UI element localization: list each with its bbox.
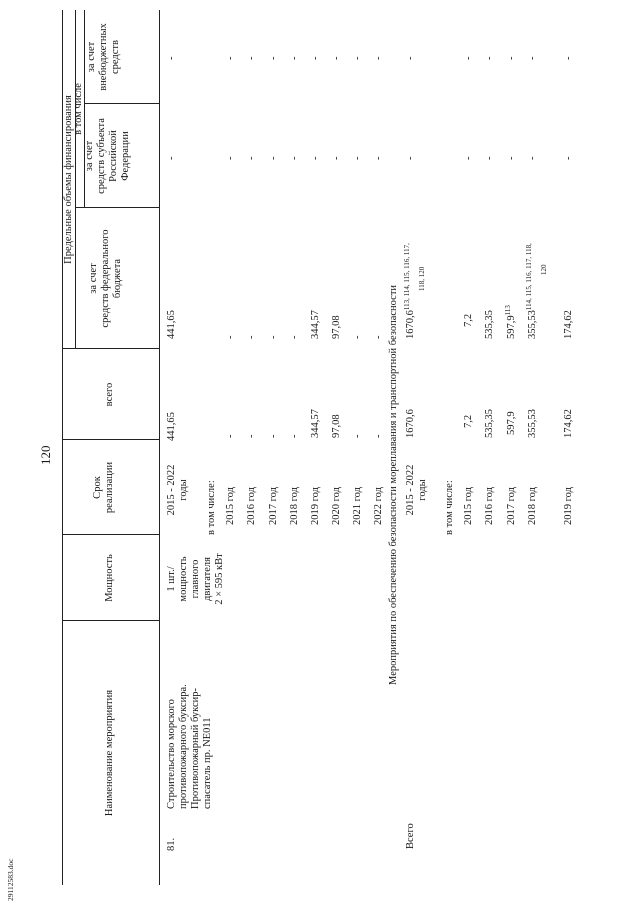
year-row-subject: - — [310, 156, 321, 160]
year-row-subject: - — [331, 156, 342, 160]
year-row-federal: - — [225, 335, 236, 339]
year-row-subject: - — [225, 156, 236, 160]
header-incl: в том числе — [73, 83, 84, 135]
item-incl-label: в том числе: — [206, 480, 217, 535]
header-federal: за счет средств федерального бюджета — [88, 229, 123, 328]
year-row-offbudget: - — [268, 56, 279, 60]
year-row-offbudget: - — [246, 56, 257, 60]
item-total: 441,65 — [166, 412, 177, 441]
year-row-offbudget: - — [289, 56, 300, 60]
year-row-offbudget: - — [484, 56, 495, 60]
year-row-offbudget: - — [527, 56, 538, 60]
item-term: 2015 - 2022 годы — [166, 464, 189, 516]
year-row-total: 7,2 — [463, 414, 474, 428]
header-subject: за счет средств субъекта Российской Федерации — [84, 118, 131, 194]
year-row-federal: 174,62 — [563, 310, 574, 339]
year-row-federal: 7,2 — [463, 313, 474, 327]
year-row-label: 2017 год — [268, 487, 279, 525]
year-row-total: - — [289, 434, 300, 438]
year-row-total: 597,9 — [506, 411, 517, 435]
year-row-subject: - — [527, 156, 538, 160]
year-row-federal: 597,9$^{113}$ — [504, 305, 517, 339]
year-row-offbudget: - — [352, 56, 363, 60]
header-limits: Предельные объемы финансирования — [63, 95, 74, 264]
item-number: 81. — [166, 837, 177, 851]
year-row-total: 97,08 — [331, 414, 342, 438]
year-row-federal: - — [268, 335, 279, 339]
year-row-federal: 535,35 — [484, 310, 495, 339]
year-row-total: - — [373, 434, 384, 438]
header-offbudget: за счет внебюджетных средств — [86, 23, 121, 91]
year-row-label: 2019 год — [563, 487, 574, 525]
year-row-offbudget: - — [463, 56, 474, 60]
header-bottom-line — [159, 10, 160, 885]
item-offbudget: - — [166, 56, 177, 60]
year-row-federal: - — [373, 335, 384, 339]
item-power: 1 шт./ мощность главного двигателя 2 × 595 кВт — [166, 553, 225, 605]
total-label: Всего — [405, 823, 416, 849]
year-row-federal: 97,08 — [331, 315, 342, 339]
year-row-subject: - — [352, 156, 363, 160]
year-row-label: 2015 год — [463, 487, 474, 525]
header-term-line2: реализации — [104, 461, 115, 514]
year-row-total: - — [352, 434, 363, 438]
year-row-subject: - — [268, 156, 279, 160]
year-row-subject: - — [463, 156, 474, 160]
page-number: 120 — [38, 445, 53, 465]
year-row-label: 2021 год — [352, 487, 363, 525]
year-row-label: 2017 год — [506, 487, 517, 525]
year-row-total: - — [246, 434, 257, 438]
year-row-subject: - — [246, 156, 257, 160]
header-power: Мощность — [104, 554, 115, 602]
year-row-label: 2018 год — [289, 487, 300, 525]
item-name: Строительство морского противопожарного буксира. Противопожарный буксир- спасатель пр. NE011 — [166, 684, 213, 809]
doc-filename: 29112583.doc — [6, 858, 15, 901]
year-row-offbudget: - — [310, 56, 321, 60]
year-row-label: 2018 год — [527, 487, 538, 525]
year-row-federal-sup2: 120 — [540, 264, 548, 275]
year-row-total: 535,35 — [484, 409, 495, 438]
total-total: 1670,6 — [405, 409, 416, 438]
year-row-federal: - — [289, 335, 300, 339]
year-row-total: - — [225, 434, 236, 438]
header-term — [92, 440, 116, 535]
year-row-label: 2019 год — [310, 487, 321, 525]
total-offbudget: - — [405, 56, 416, 60]
header-name: Наименование мероприятия — [104, 689, 115, 817]
year-row-label: 2016 год — [484, 487, 495, 525]
year-row-federal: - — [246, 335, 257, 339]
item-federal: 441,65 — [166, 310, 177, 339]
year-row-offbudget: - — [506, 56, 517, 60]
header-term-line1: Срок — [92, 476, 103, 499]
year-row-subject: - — [484, 156, 495, 160]
year-row-federal: $355,53^{114, 115, 116, 117, 118,}$ — [525, 243, 538, 339]
total-federal: $1670,6^{113, 114, 115, 116, 117,}$ — [403, 243, 416, 339]
year-row-label: 2015 год — [225, 487, 236, 525]
year-row-subject: - — [506, 156, 517, 160]
year-row-label: 2020 год — [331, 487, 342, 525]
year-row-total: 344,57 — [310, 409, 321, 438]
year-row-offbudget: - — [225, 56, 236, 60]
header-total: всего — [104, 382, 115, 407]
item-subject: - — [166, 156, 177, 160]
year-row-total: 355,53 — [527, 409, 538, 438]
total-incl-label: в том числе: — [444, 480, 455, 535]
total-federal-sup2: 118, 120 — [418, 266, 426, 291]
year-row-label: 2016 год — [246, 487, 257, 525]
year-row-subject: - — [563, 156, 574, 160]
year-row-federal: 344,57 — [310, 310, 321, 339]
year-row-offbudget: - — [373, 56, 384, 60]
year-row-label: 2022 год — [373, 487, 384, 525]
total-subject: - — [405, 156, 416, 160]
section-title: Мероприятия по обеспечению безопасности мореплавания и транспортной безопасности — [388, 284, 399, 685]
year-row-offbudget: - — [331, 56, 342, 60]
year-row-total: 174,62 — [563, 409, 574, 438]
year-row-subject: - — [373, 156, 384, 160]
year-row-subject: - — [289, 156, 300, 160]
total-term: 2015 - 2022 годы — [405, 464, 428, 516]
year-row-offbudget: - — [563, 56, 574, 60]
year-row-total: - — [268, 434, 279, 438]
year-row-federal: - — [352, 335, 363, 339]
